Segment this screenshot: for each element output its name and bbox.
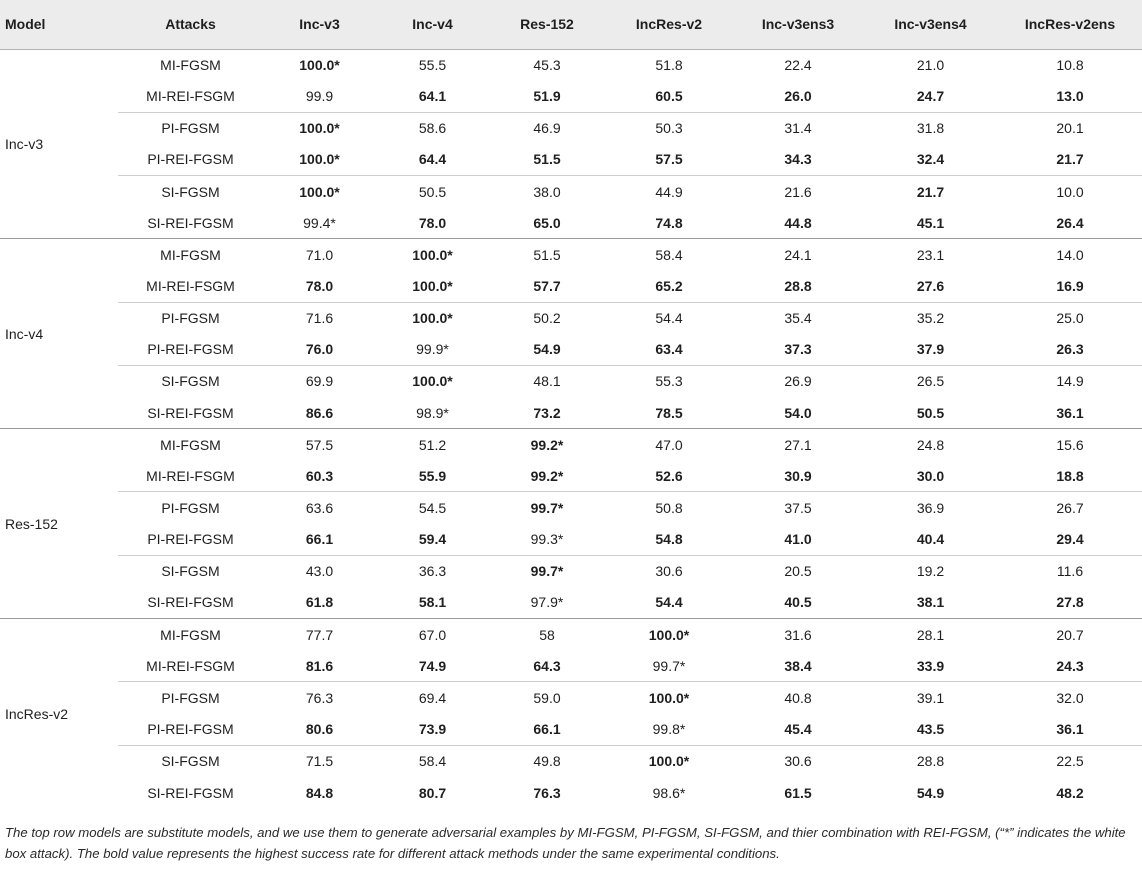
value-cell: 21.0 xyxy=(863,49,998,81)
value-cell: 55.9 xyxy=(418,467,447,484)
value-cell: 35.4 xyxy=(733,302,863,334)
value-cell: 36.1 xyxy=(1056,404,1084,421)
attack-label: SI-REI-FGSM xyxy=(147,214,234,231)
table-row xyxy=(0,302,1142,334)
value-cell: 10.0 xyxy=(998,176,1142,208)
value-cell: 26.4 xyxy=(1056,214,1084,231)
value-cell: 48.1 xyxy=(489,365,605,397)
value-cell: 32.0 xyxy=(998,682,1142,714)
table-row xyxy=(0,587,1142,619)
value-cell: 58.4 xyxy=(605,239,733,271)
value-cell: 18.8 xyxy=(1056,467,1084,484)
value-cell: 50.8 xyxy=(605,492,733,524)
value-cell: 100.0* xyxy=(376,302,489,334)
value-cell: 99.4* xyxy=(303,214,336,231)
attack-label: MI-FGSM xyxy=(118,429,263,461)
header-inc-v3ens3: Inc-v3ens3 xyxy=(733,0,863,49)
value-cell: 36.3 xyxy=(376,555,489,587)
value-cell: 74.9 xyxy=(418,657,447,674)
value-cell: 31.8 xyxy=(863,112,998,144)
value-cell: 30.6 xyxy=(605,555,733,587)
value-cell: 100.0* xyxy=(605,619,733,651)
value-cell: 47.0 xyxy=(605,429,733,461)
value-cell: 15.6 xyxy=(998,429,1142,461)
value-cell: 37.3 xyxy=(784,341,812,358)
value-cell: 51.2 xyxy=(376,429,489,461)
table-row xyxy=(0,619,1142,651)
value-cell: 30.0 xyxy=(916,467,945,484)
attack-label: PI-REI-FGSM xyxy=(147,341,234,358)
value-cell: 34.3 xyxy=(784,151,812,168)
attack-label: PI-FGSM xyxy=(118,302,263,334)
value-cell: 99.2* xyxy=(530,467,564,484)
value-cell: 71.6 xyxy=(263,302,376,334)
value-cell: 50.3 xyxy=(605,112,733,144)
header-row xyxy=(0,0,1142,49)
value-cell: 64.3 xyxy=(533,657,561,674)
attack-label: SI-REI-FGSM xyxy=(147,594,234,611)
value-cell: 14.9 xyxy=(998,365,1142,397)
model-label: IncRes-v2 xyxy=(0,619,118,809)
attack-label: SI-REI-FGSM xyxy=(147,784,234,801)
attack-label: MI-REI-FSGM xyxy=(146,467,235,484)
header-inc-v3: Inc-v3 xyxy=(263,0,376,49)
value-cell: 71.0 xyxy=(263,239,376,271)
table-body xyxy=(0,49,1142,808)
value-cell: 73.2 xyxy=(533,404,561,421)
value-cell: 54.0 xyxy=(784,404,812,421)
value-cell: 31.6 xyxy=(733,619,863,651)
value-cell: 29.4 xyxy=(1056,531,1084,548)
value-cell: 20.7 xyxy=(998,619,1142,651)
value-cell: 66.1 xyxy=(305,531,334,548)
header-res-152: Res-152 xyxy=(489,0,605,49)
value-cell: 25.0 xyxy=(998,302,1142,334)
value-cell: 76.3 xyxy=(263,682,376,714)
value-cell: 24.8 xyxy=(863,429,998,461)
value-cell: 26.3 xyxy=(1056,341,1084,358)
attack-label: MI-FGSM xyxy=(118,619,263,651)
value-cell: 99.9 xyxy=(305,88,334,105)
value-cell: 99.8* xyxy=(652,721,686,738)
table-row xyxy=(0,207,1142,239)
value-cell: 100.0* xyxy=(412,278,453,295)
value-cell: 37.5 xyxy=(733,492,863,524)
value-cell: 97.9* xyxy=(530,594,564,611)
table-row xyxy=(0,492,1142,524)
value-cell: 99.7* xyxy=(489,492,605,524)
value-cell: 74.8 xyxy=(655,214,683,231)
value-cell: 99.2* xyxy=(489,429,605,461)
model-label: Inc-v4 xyxy=(0,239,118,429)
value-cell: 100.0* xyxy=(605,745,733,777)
value-cell: 65.0 xyxy=(533,214,561,231)
value-cell: 45.3 xyxy=(489,49,605,81)
table-row xyxy=(0,112,1142,144)
value-cell: 38.4 xyxy=(784,657,812,674)
value-cell: 48.2 xyxy=(1056,784,1084,801)
value-cell: 44.9 xyxy=(605,176,733,208)
value-cell: 78.0 xyxy=(305,278,334,295)
table-footnote: The top row models are substitute models, and we use them to generate adversarial examples by MI-FGSM, PI-FGSM, SI-FGSM, and thier combination with REI-FGSM, (“*” indicates the white box attack). The bold value represents the highest success rate for different attack methods under the same experimental conditions. xyxy=(5,825,1126,861)
value-cell: 50.5 xyxy=(916,404,945,421)
value-cell: 69.4 xyxy=(376,682,489,714)
attack-label: MI-FGSM xyxy=(118,49,263,81)
table-row xyxy=(0,397,1142,429)
value-cell: 26.0 xyxy=(784,88,812,105)
table-row xyxy=(0,524,1142,556)
table-row xyxy=(0,429,1142,461)
value-cell: 24.7 xyxy=(916,88,945,105)
table-row xyxy=(0,460,1142,492)
value-cell: 57.7 xyxy=(533,278,561,295)
value-cell: 28.8 xyxy=(863,745,998,777)
value-cell: 58.4 xyxy=(376,745,489,777)
value-cell: 35.2 xyxy=(863,302,998,334)
value-cell: 20.5 xyxy=(733,555,863,587)
value-cell: 50.5 xyxy=(376,176,489,208)
table-row xyxy=(0,334,1142,366)
value-cell: 30.9 xyxy=(784,467,812,484)
value-cell: 55.5 xyxy=(376,49,489,81)
value-cell: 100.0* xyxy=(299,151,340,168)
value-cell: 84.8 xyxy=(305,784,334,801)
value-cell: 49.8 xyxy=(489,745,605,777)
value-cell: 45.1 xyxy=(916,214,945,231)
value-cell: 60.3 xyxy=(305,467,334,484)
value-cell: 51.9 xyxy=(533,88,561,105)
table-row xyxy=(0,365,1142,397)
value-cell: 59.4 xyxy=(418,531,447,548)
header-attacks: Attacks xyxy=(118,0,263,49)
value-cell: 40.8 xyxy=(733,682,863,714)
value-cell: 50.2 xyxy=(489,302,605,334)
value-cell: 63.6 xyxy=(263,492,376,524)
header-inc-v3ens4: Inc-v3ens4 xyxy=(863,0,998,49)
value-cell: 58 xyxy=(489,619,605,651)
attack-label: PI-REI-FGSM xyxy=(147,531,234,548)
value-cell: 52.6 xyxy=(655,467,683,484)
value-cell: 28.1 xyxy=(863,619,998,651)
value-cell: 80.7 xyxy=(418,784,447,801)
value-cell: 36.1 xyxy=(1056,721,1084,738)
value-cell: 99.3* xyxy=(530,531,564,548)
table-row xyxy=(0,745,1142,777)
value-cell: 67.0 xyxy=(376,619,489,651)
value-cell: 26.9 xyxy=(733,365,863,397)
value-cell: 24.1 xyxy=(733,239,863,271)
value-cell: 28.8 xyxy=(784,278,812,295)
value-cell: 76.0 xyxy=(305,341,334,358)
value-cell: 13.0 xyxy=(1056,88,1084,105)
attack-label: PI-REI-FGSM xyxy=(147,721,234,738)
value-cell: 100.0* xyxy=(263,49,376,81)
value-cell: 38.0 xyxy=(489,176,605,208)
attack-label: MI-REI-FSGM xyxy=(146,657,235,674)
value-cell: 54.8 xyxy=(655,531,683,548)
table-row xyxy=(0,777,1142,809)
value-cell: 100.0* xyxy=(263,112,376,144)
value-cell: 24.3 xyxy=(1056,657,1084,674)
value-cell: 23.1 xyxy=(863,239,998,271)
value-cell: 98.6* xyxy=(652,784,686,801)
attack-label: PI-FGSM xyxy=(118,682,263,714)
value-cell: 100.0* xyxy=(376,239,489,271)
value-cell: 44.8 xyxy=(784,214,812,231)
attack-label: SI-FGSM xyxy=(118,176,263,208)
value-cell: 71.5 xyxy=(263,745,376,777)
value-cell: 10.8 xyxy=(998,49,1142,81)
attack-label: PI-REI-FGSM xyxy=(147,151,234,168)
attack-label: MI-REI-FSGM xyxy=(146,88,235,105)
value-cell: 60.5 xyxy=(655,88,683,105)
value-cell: 73.9 xyxy=(418,721,447,738)
value-cell: 58.1 xyxy=(418,594,447,611)
value-cell: 21.7 xyxy=(1056,151,1084,168)
value-cell: 43.0 xyxy=(263,555,376,587)
value-cell: 40.5 xyxy=(784,594,812,611)
table-row xyxy=(0,650,1142,682)
value-cell: 54.5 xyxy=(376,492,489,524)
value-cell: 21.7 xyxy=(863,176,998,208)
model-label: Res-152 xyxy=(0,429,118,619)
value-cell: 38.1 xyxy=(916,594,945,611)
attack-label: PI-FGSM xyxy=(118,112,263,144)
value-cell: 51.5 xyxy=(533,151,561,168)
value-cell: 64.1 xyxy=(418,88,447,105)
value-cell: 76.3 xyxy=(533,784,561,801)
value-cell: 22.5 xyxy=(998,745,1142,777)
value-cell: 46.9 xyxy=(489,112,605,144)
attack-label: SI-REI-FGSM xyxy=(147,404,234,421)
value-cell: 54.4 xyxy=(605,302,733,334)
value-cell: 32.4 xyxy=(916,151,945,168)
value-cell: 63.4 xyxy=(655,341,683,358)
value-cell: 98.9* xyxy=(416,404,449,421)
table-row xyxy=(0,239,1142,271)
value-cell: 57.5 xyxy=(263,429,376,461)
value-cell: 99.7* xyxy=(489,555,605,587)
value-cell: 54.9 xyxy=(916,784,945,801)
table-row xyxy=(0,682,1142,714)
value-cell: 99.9* xyxy=(416,341,449,358)
value-cell: 77.7 xyxy=(263,619,376,651)
value-cell: 78.5 xyxy=(655,404,683,421)
value-cell: 20.1 xyxy=(998,112,1142,144)
value-cell: 16.9 xyxy=(1056,278,1084,295)
value-cell: 100.0* xyxy=(605,682,733,714)
attack-label: SI-FGSM xyxy=(118,745,263,777)
value-cell: 26.5 xyxy=(863,365,998,397)
value-cell: 30.6 xyxy=(733,745,863,777)
value-cell: 65.2 xyxy=(655,278,683,295)
table-row xyxy=(0,144,1142,176)
value-cell: 80.6 xyxy=(305,721,334,738)
table-row xyxy=(0,270,1142,302)
value-cell: 45.4 xyxy=(784,721,812,738)
table-row xyxy=(0,713,1142,745)
header-inc-v4: Inc-v4 xyxy=(376,0,489,49)
value-cell: 61.5 xyxy=(784,784,812,801)
value-cell: 27.8 xyxy=(1056,594,1084,611)
value-cell: 26.7 xyxy=(998,492,1142,524)
value-cell: 33.9 xyxy=(916,657,945,674)
value-cell: 66.1 xyxy=(533,721,561,738)
attack-label: PI-FGSM xyxy=(118,492,263,524)
value-cell: 51.5 xyxy=(489,239,605,271)
header-model: Model xyxy=(0,0,118,49)
value-cell: 36.9 xyxy=(863,492,998,524)
value-cell: 99.7* xyxy=(652,657,686,674)
attack-label: MI-FGSM xyxy=(118,239,263,271)
table-row xyxy=(0,81,1142,113)
table-row xyxy=(0,176,1142,208)
value-cell: 54.4 xyxy=(655,594,683,611)
value-cell: 40.4 xyxy=(916,531,945,548)
attack-label: MI-REI-FSGM xyxy=(146,278,235,295)
value-cell: 37.9 xyxy=(916,341,945,358)
value-cell: 31.4 xyxy=(733,112,863,144)
value-cell: 57.5 xyxy=(655,151,683,168)
value-cell: 54.9 xyxy=(533,341,561,358)
model-label: Inc-v3 xyxy=(0,49,118,239)
table-row xyxy=(0,555,1142,587)
value-cell: 58.6 xyxy=(376,112,489,144)
value-cell: 86.6 xyxy=(305,404,334,421)
value-cell: 19.2 xyxy=(863,555,998,587)
value-cell: 43.5 xyxy=(916,721,945,738)
value-cell: 64.4 xyxy=(418,151,447,168)
value-cell: 14.0 xyxy=(998,239,1142,271)
value-cell: 11.6 xyxy=(998,555,1142,587)
attack-label: SI-FGSM xyxy=(118,555,263,587)
value-cell: 69.9 xyxy=(263,365,376,397)
value-cell: 59.0 xyxy=(489,682,605,714)
attack-label: SI-FGSM xyxy=(118,365,263,397)
value-cell: 21.6 xyxy=(733,176,863,208)
value-cell: 51.8 xyxy=(605,49,733,81)
value-cell: 41.0 xyxy=(784,531,812,548)
table-row xyxy=(0,49,1142,81)
value-cell: 39.1 xyxy=(863,682,998,714)
value-cell: 100.0* xyxy=(376,365,489,397)
value-cell: 27.1 xyxy=(733,429,863,461)
value-cell: 55.3 xyxy=(605,365,733,397)
value-cell: 27.6 xyxy=(916,278,945,295)
value-cell: 61.8 xyxy=(305,594,334,611)
value-cell: 100.0* xyxy=(263,176,376,208)
header-incres-v2ens: IncRes-v2ens xyxy=(998,0,1142,49)
value-cell: 78.0 xyxy=(418,214,447,231)
value-cell: 22.4 xyxy=(733,49,863,81)
header-incres-v2: IncRes-v2 xyxy=(605,0,733,49)
value-cell: 81.6 xyxy=(305,657,334,674)
